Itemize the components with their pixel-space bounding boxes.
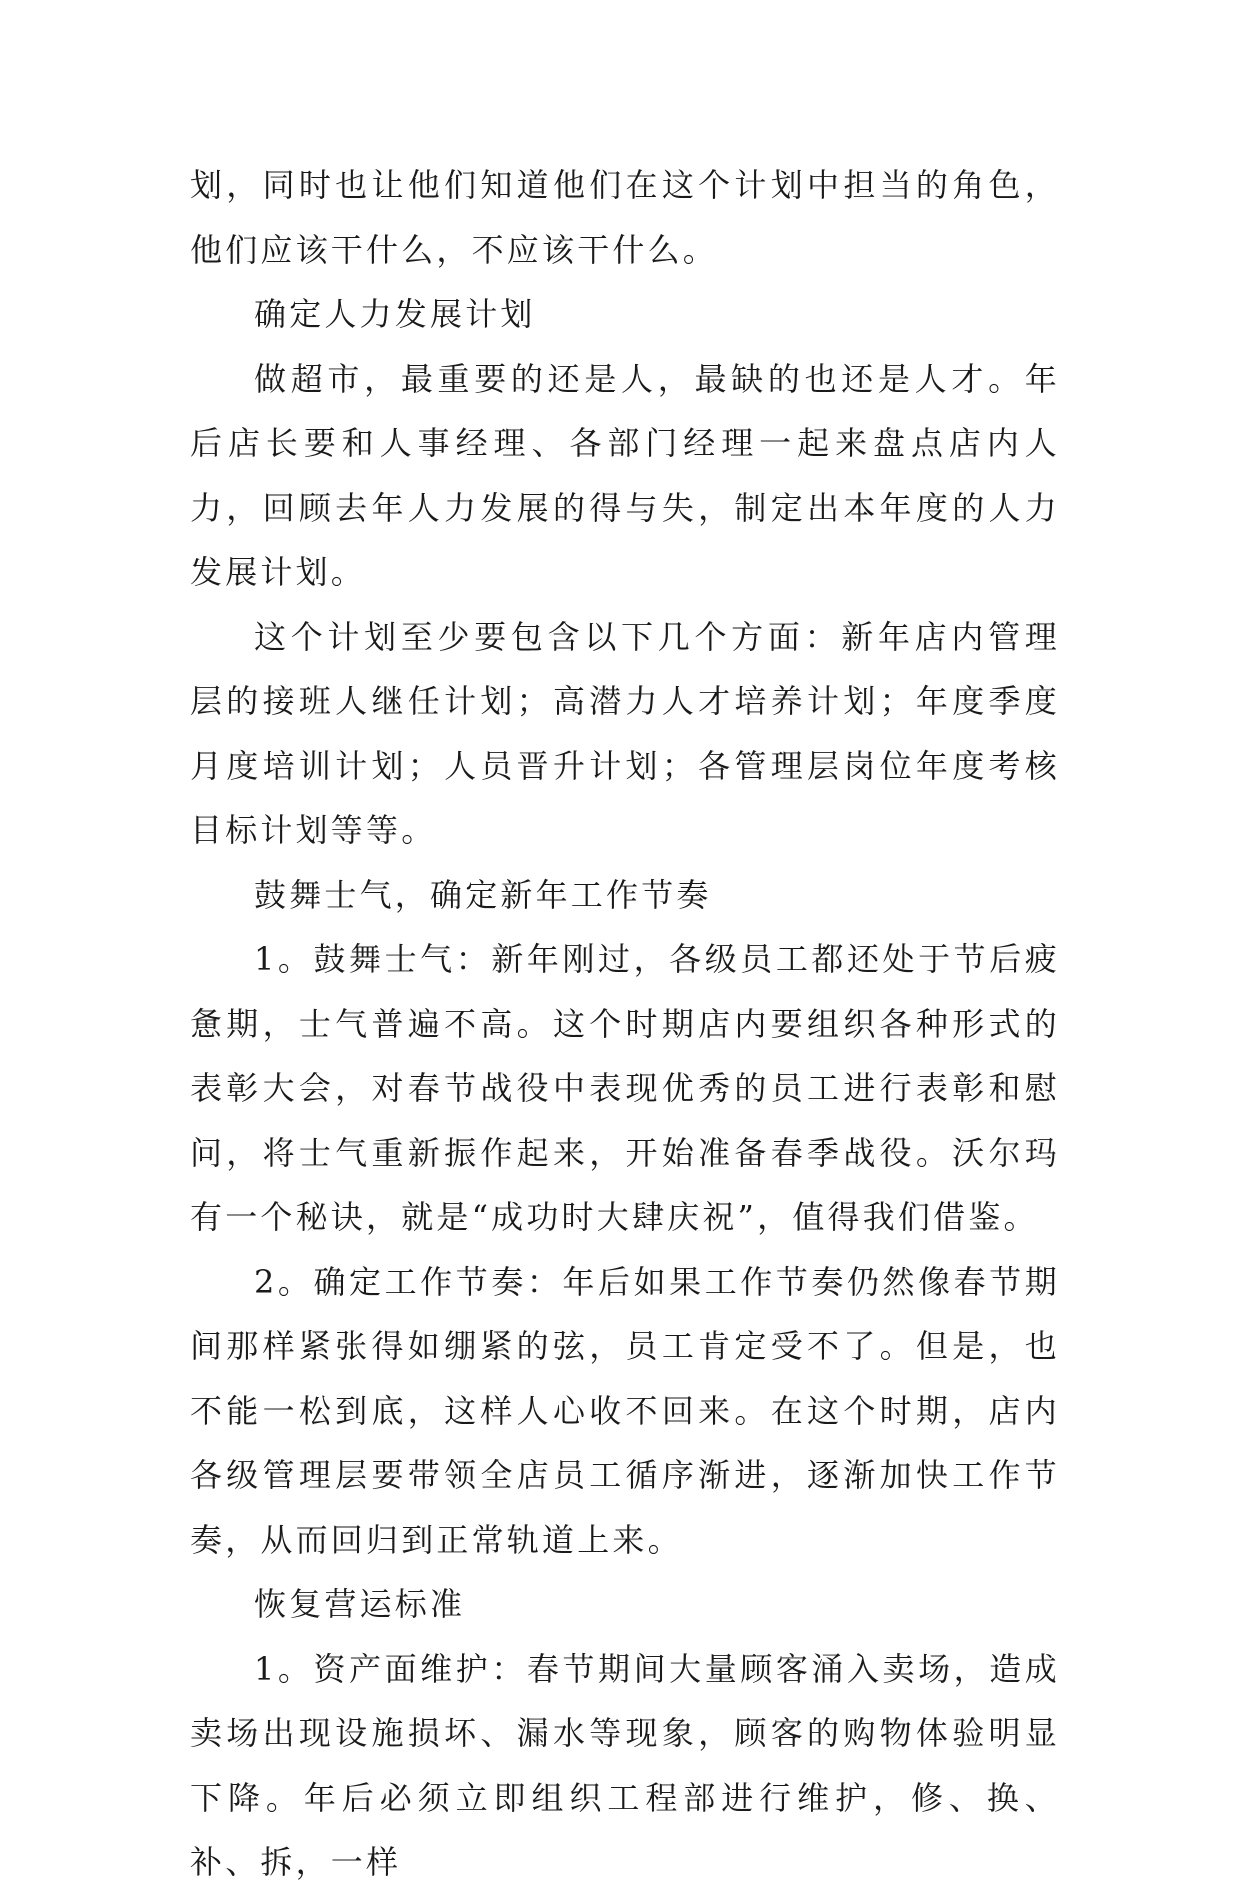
paragraph-morale: 1。鼓舞士气：新年刚过，各级员工都还处于节后疲惫期，士气普遍不高。这个时期店内要组织各种形式的表彰大会，对春节战役中表现优秀的员工进行表彰和慰问，将士气重新振作起来，开始准备春季战役。沃尔玛有一个秘诀，就是“成功时大肆庆祝”，值得我们借鉴。 — [190, 940, 1060, 1236]
paragraph-work-pace: 2。确定工作节奏：年后如果工作节奏仍然像春节期间那样紧张得如绷紧的弦，员工肯定受不了。但是，也不能一松到底，这样人心收不回来。在这个时期，店内各级管理层要带领全店员工循序渐进，逐渐加快工作节奏，从而回归到正常轨道上来。 — [190, 1262, 1060, 1559]
section-heading-operations: 恢复营运标准 — [254, 1585, 466, 1623]
paragraph-hr-intro: 做超市，最重要的还是人，最缺的也还是人才。年后店长要和人事经理、各部门经理一起来盘点店内人力，回顾去年人力发展的得与失，制定出本年度的人力发展计划。 — [190, 359, 1060, 591]
paragraph-hr-contents: 这个计划至少要包含以下几个方面：新年店内管理层的接班人继任计划；高潜力人才培养计划；年度季度月度培训计划；人员晋升计划；各管理层岗位年度考核目标计划等等。 — [190, 617, 1060, 849]
section-heading-morale: 鼓舞士气，确定新年工作节奏 — [254, 875, 712, 914]
document-body — [190, 153, 1060, 1895]
section-heading-hr-plan: 确定人力发展计划 — [254, 295, 536, 333]
paragraph-continuation: 划，同时也让他们知道他们在这个计划中担当的角色，他们应该干什么，不应该干什么。 — [190, 166, 1060, 269]
paragraph-asset-maintenance: 1。资产面维护：春节期间大量顾客涌入卖场，造成卖场出现设施损坏、漏水等现象，顾客的购物体验明显下降。年后必须立即组织工程部进行维护，修、换、补、拆，一样 — [190, 1649, 1060, 1881]
